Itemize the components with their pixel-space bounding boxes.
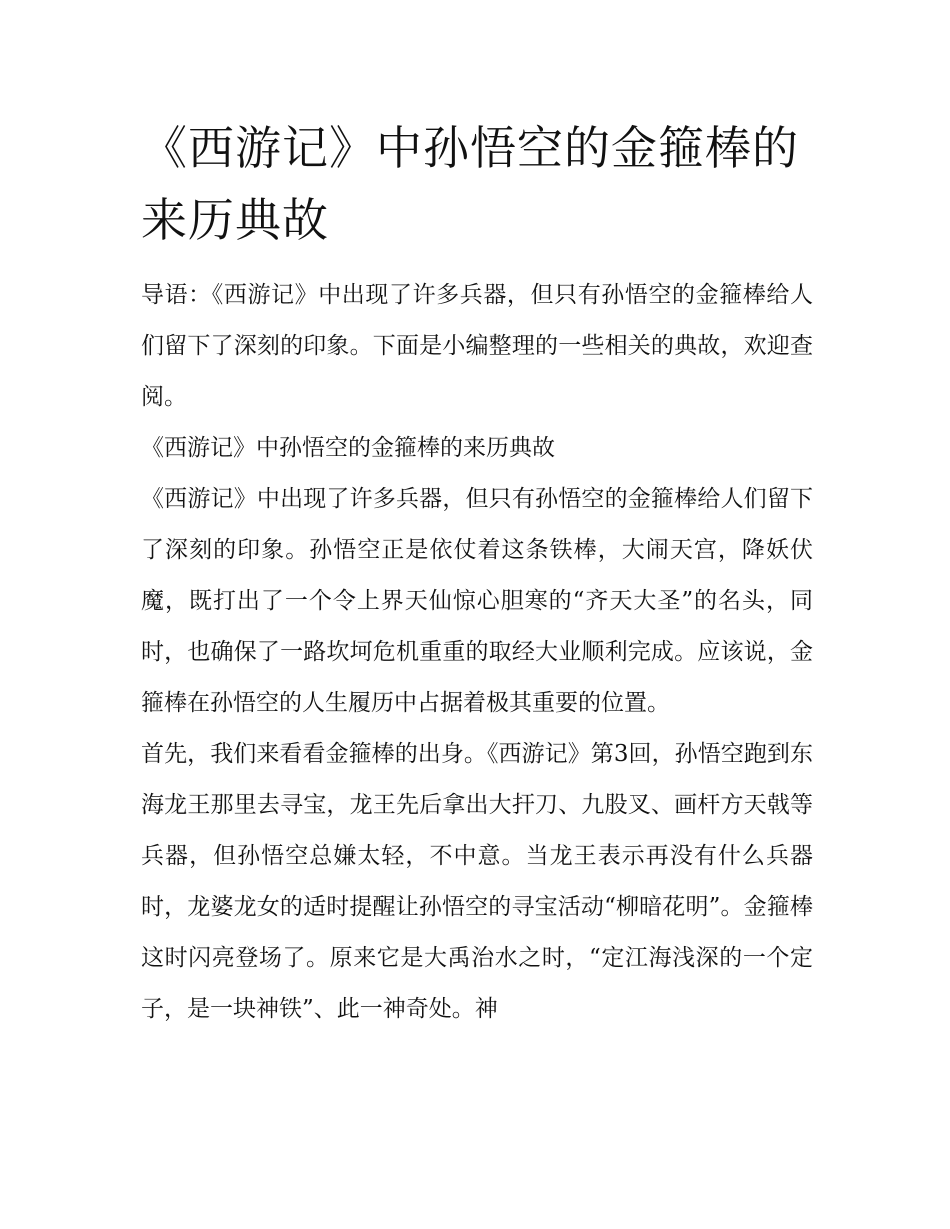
body-paragraph-2: 首先，我们来看看金箍棒的出身。《西游记》第3回，孙悟空跑到东海龙王那里去寻宝，龙王先后拿出大扞刀、九股叉、画杆方天戟等兵器，但孙悟空总嫌太轻，不中意。当龙王表示再没有什么兵器时，龙婆龙女的适时提醒让孙悟空的寻宝活动“柳暗花明”。金箍棒这时闪亮登场了。原来它是大禹治水之时，“定江海浅深的一个定子，是一块神铁”、此一神奇处。神: [141, 741, 813, 1022]
intro-paragraph: 导语：《西游记》中出现了许多兵器，但只有孙悟空的金箍棒给人们留下了深刻的印象。下面是小编整理的一些相关的典故，欢迎查阅。: [141, 282, 813, 410]
section-heading: 《西游记》中孙悟空的金箍棒的来历典故: [141, 435, 555, 461]
document-page: [141, 112, 813, 1035]
document-title: 《西游记》中孙悟空的金箍棒的来历典故: [141, 121, 799, 247]
body-paragraph-1: 《西游记》中出现了许多兵器，但只有孙悟空的金箍棒给人们留下了深刻的印象。孙悟空正是依仗着这条铁棒，大闹天宫，降妖伏魔，既打出了一个令上界天仙惊心胆寒的“齐天大圣”的名头，同时，也确保了一路坎坷危机重重的取经大业顺利完成。应该说，金箍棒在孙悟空的人生履历中占据着极其重要的位置。: [141, 486, 813, 716]
